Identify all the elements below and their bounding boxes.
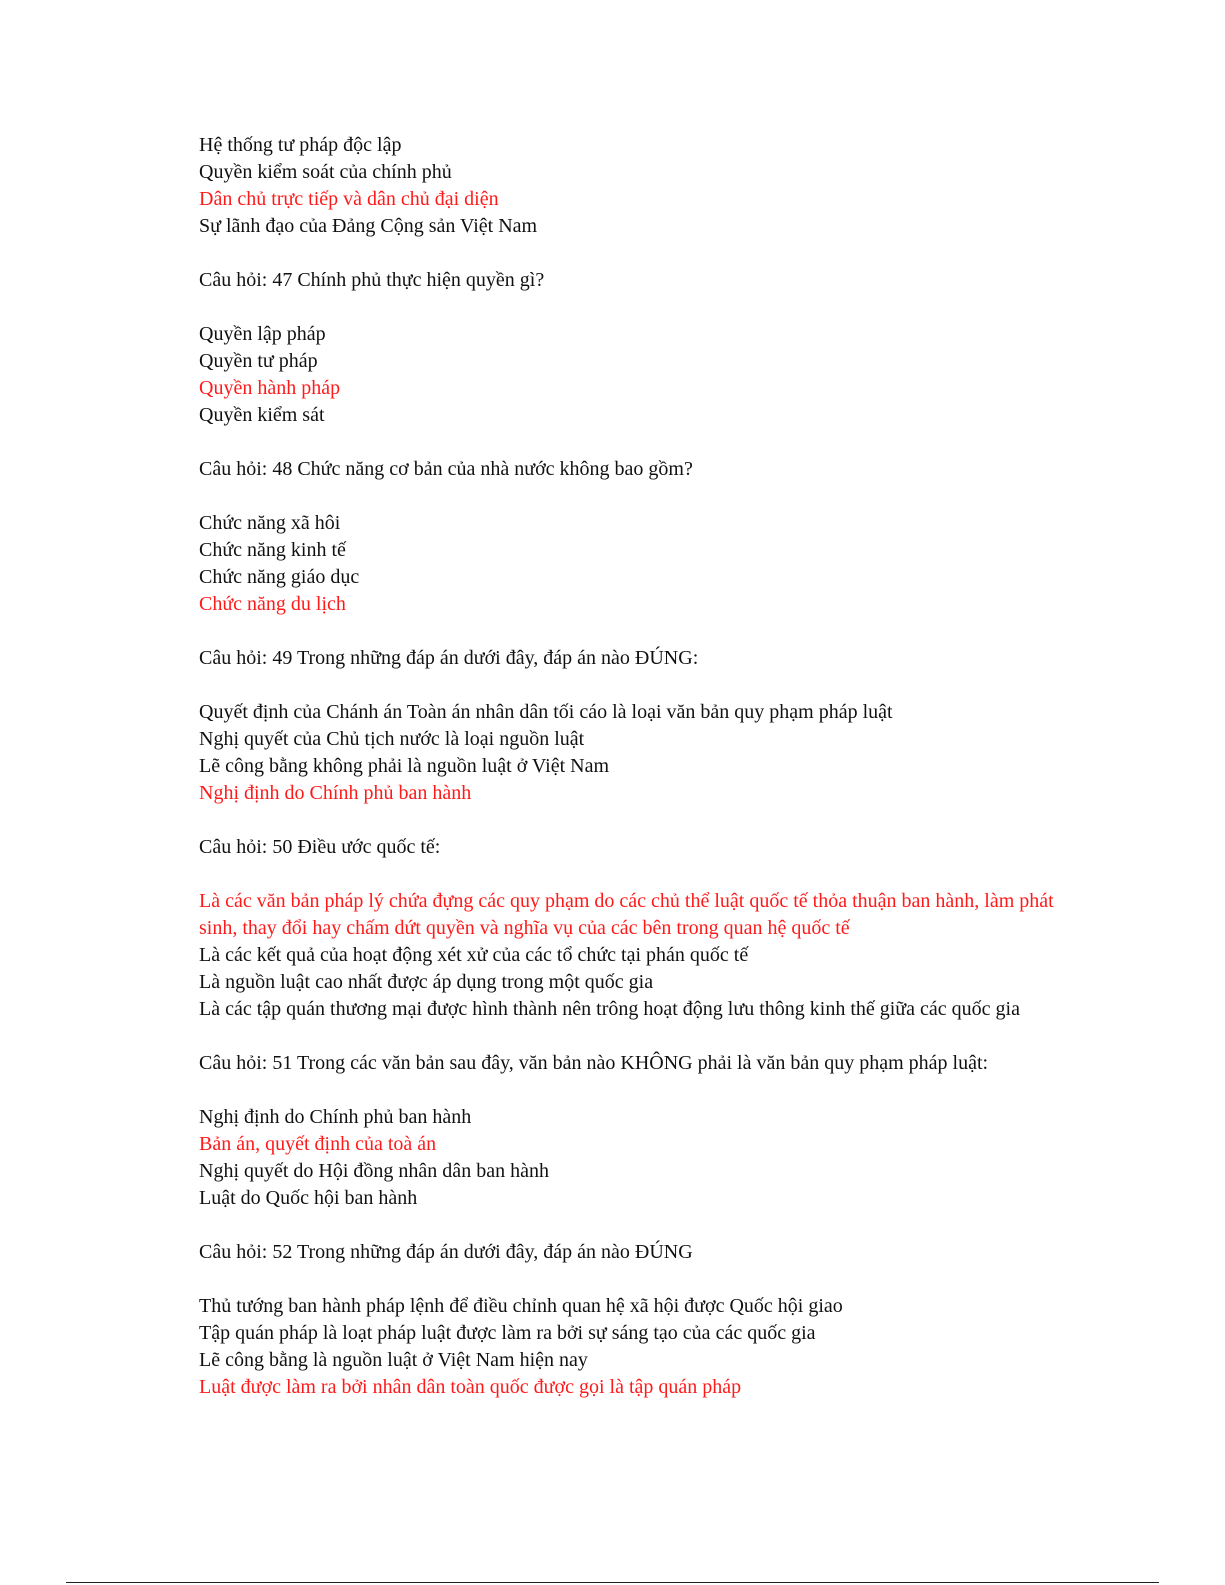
correct-answer-option: Nghị định do Chính phủ ban hành [199, 782, 472, 804]
answer-option: Quyền lập pháp [199, 323, 326, 345]
answer-option: Chức năng xã hôi [199, 512, 341, 534]
answer-option: Luật do Quốc hội ban hành [199, 1187, 418, 1209]
answer-option: Là nguồn luật cao nhất được áp dụng trong một quốc gia [199, 971, 654, 993]
answer-option: Chức năng kinh tế [199, 539, 346, 561]
correct-answer-option: Dân chủ trực tiếp và dân chủ đại diện [199, 188, 499, 210]
answer-option: Thủ tướng ban hành pháp lệnh để điều chỉnh quan hệ xã hội được Quốc hội giao [199, 1295, 843, 1317]
answer-option: Quyết định của Chánh án Toàn án nhân dân tối cáo là loại văn bản quy phạm pháp luật [199, 701, 893, 723]
question-text: Câu hỏi: 52 Trong những đáp án dưới đây, đáp án nào ĐÚNG [199, 1241, 693, 1263]
paragraph-gap [199, 807, 1059, 834]
correct-answer-option: Là các văn bản pháp lý chứa đựng các quy phạm do các chủ thể luật quốc tế thỏa thuận ban hành, làm phát sinh, thay đổi hay chấm dứt quyền và nghĩa vụ của các bên trong quan hệ quốc tế [199, 890, 1054, 939]
paragraph-gap [199, 429, 1059, 456]
paragraph-gap [199, 483, 1059, 510]
answer-option: Quyền kiểm sát [199, 404, 325, 426]
correct-answer-option: Luật được làm ra bởi nhân dân toàn quốc được gọi là tập quán pháp [199, 1376, 742, 1398]
answer-option: Lẽ công bằng là nguồn luật ở Việt Nam hiện nay [199, 1349, 588, 1371]
paragraph-gap [199, 618, 1059, 645]
correct-answer-option: Chức năng du lịch [199, 593, 346, 615]
paragraph-gap [199, 1212, 1059, 1239]
answer-option: Lẽ công bằng không phải là nguồn luật ở Việt Nam [199, 755, 610, 777]
paragraph-gap [199, 672, 1059, 699]
answer-option: Nghị quyết của Chủ tịch nước là loại nguồn luật [199, 728, 585, 750]
paragraph-gap [199, 1023, 1059, 1050]
answer-option: Sự lãnh đạo của Đảng Cộng sản Việt Nam [199, 215, 538, 237]
page-bottom-rule [66, 1582, 1159, 1583]
answer-option: Quyền kiểm soát của chính phủ [199, 161, 452, 183]
answer-option: Chức năng giáo dục [199, 566, 360, 588]
question-text: Câu hỏi: 49 Trong những đáp án dưới đây, đáp án nào ĐÚNG: [199, 647, 699, 669]
question-text: Câu hỏi: 47 Chính phủ thực hiện quyền gì? [199, 269, 545, 291]
question-text: Câu hỏi: 50 Điều ước quốc tế: [199, 836, 441, 858]
quiz-content [199, 132, 1059, 1401]
paragraph-gap [199, 1077, 1059, 1104]
paragraph-gap [199, 861, 1059, 888]
answer-option: Quyền tư pháp [199, 350, 318, 372]
paragraph-gap [199, 1266, 1059, 1293]
answer-option: Nghị định do Chính phủ ban hành [199, 1106, 472, 1128]
answer-option: Nghị quyết do Hội đồng nhân dân ban hành [199, 1160, 549, 1182]
paragraph-gap [199, 294, 1059, 321]
correct-answer-option: Bản án, quyết định của toà án [199, 1133, 437, 1155]
answer-option: Là các kết quả của hoạt động xét xử của các tổ chức tại phán quốc tế [199, 944, 749, 966]
question-text: Câu hỏi: 51 Trong các văn bản sau đây, văn bản nào KHÔNG phải là văn bản quy phạm pháp luật: [199, 1052, 989, 1074]
answer-option: Hệ thống tư pháp độc lập [199, 134, 402, 156]
correct-answer-option: Quyền hành pháp [199, 377, 341, 399]
answer-option: Là các tập quán thương mại được hình thành nên trông hoạt động lưu thông kinh thế giữa các quốc gia [199, 998, 1020, 1020]
answer-option: Tập quán pháp là loạt pháp luật được làm ra bởi sự sáng tạo của các quốc gia [199, 1322, 816, 1344]
question-text: Câu hỏi: 48 Chức năng cơ bản của nhà nước không bao gồm? [199, 458, 693, 480]
document-page [199, 132, 1059, 1401]
paragraph-gap [199, 240, 1059, 267]
